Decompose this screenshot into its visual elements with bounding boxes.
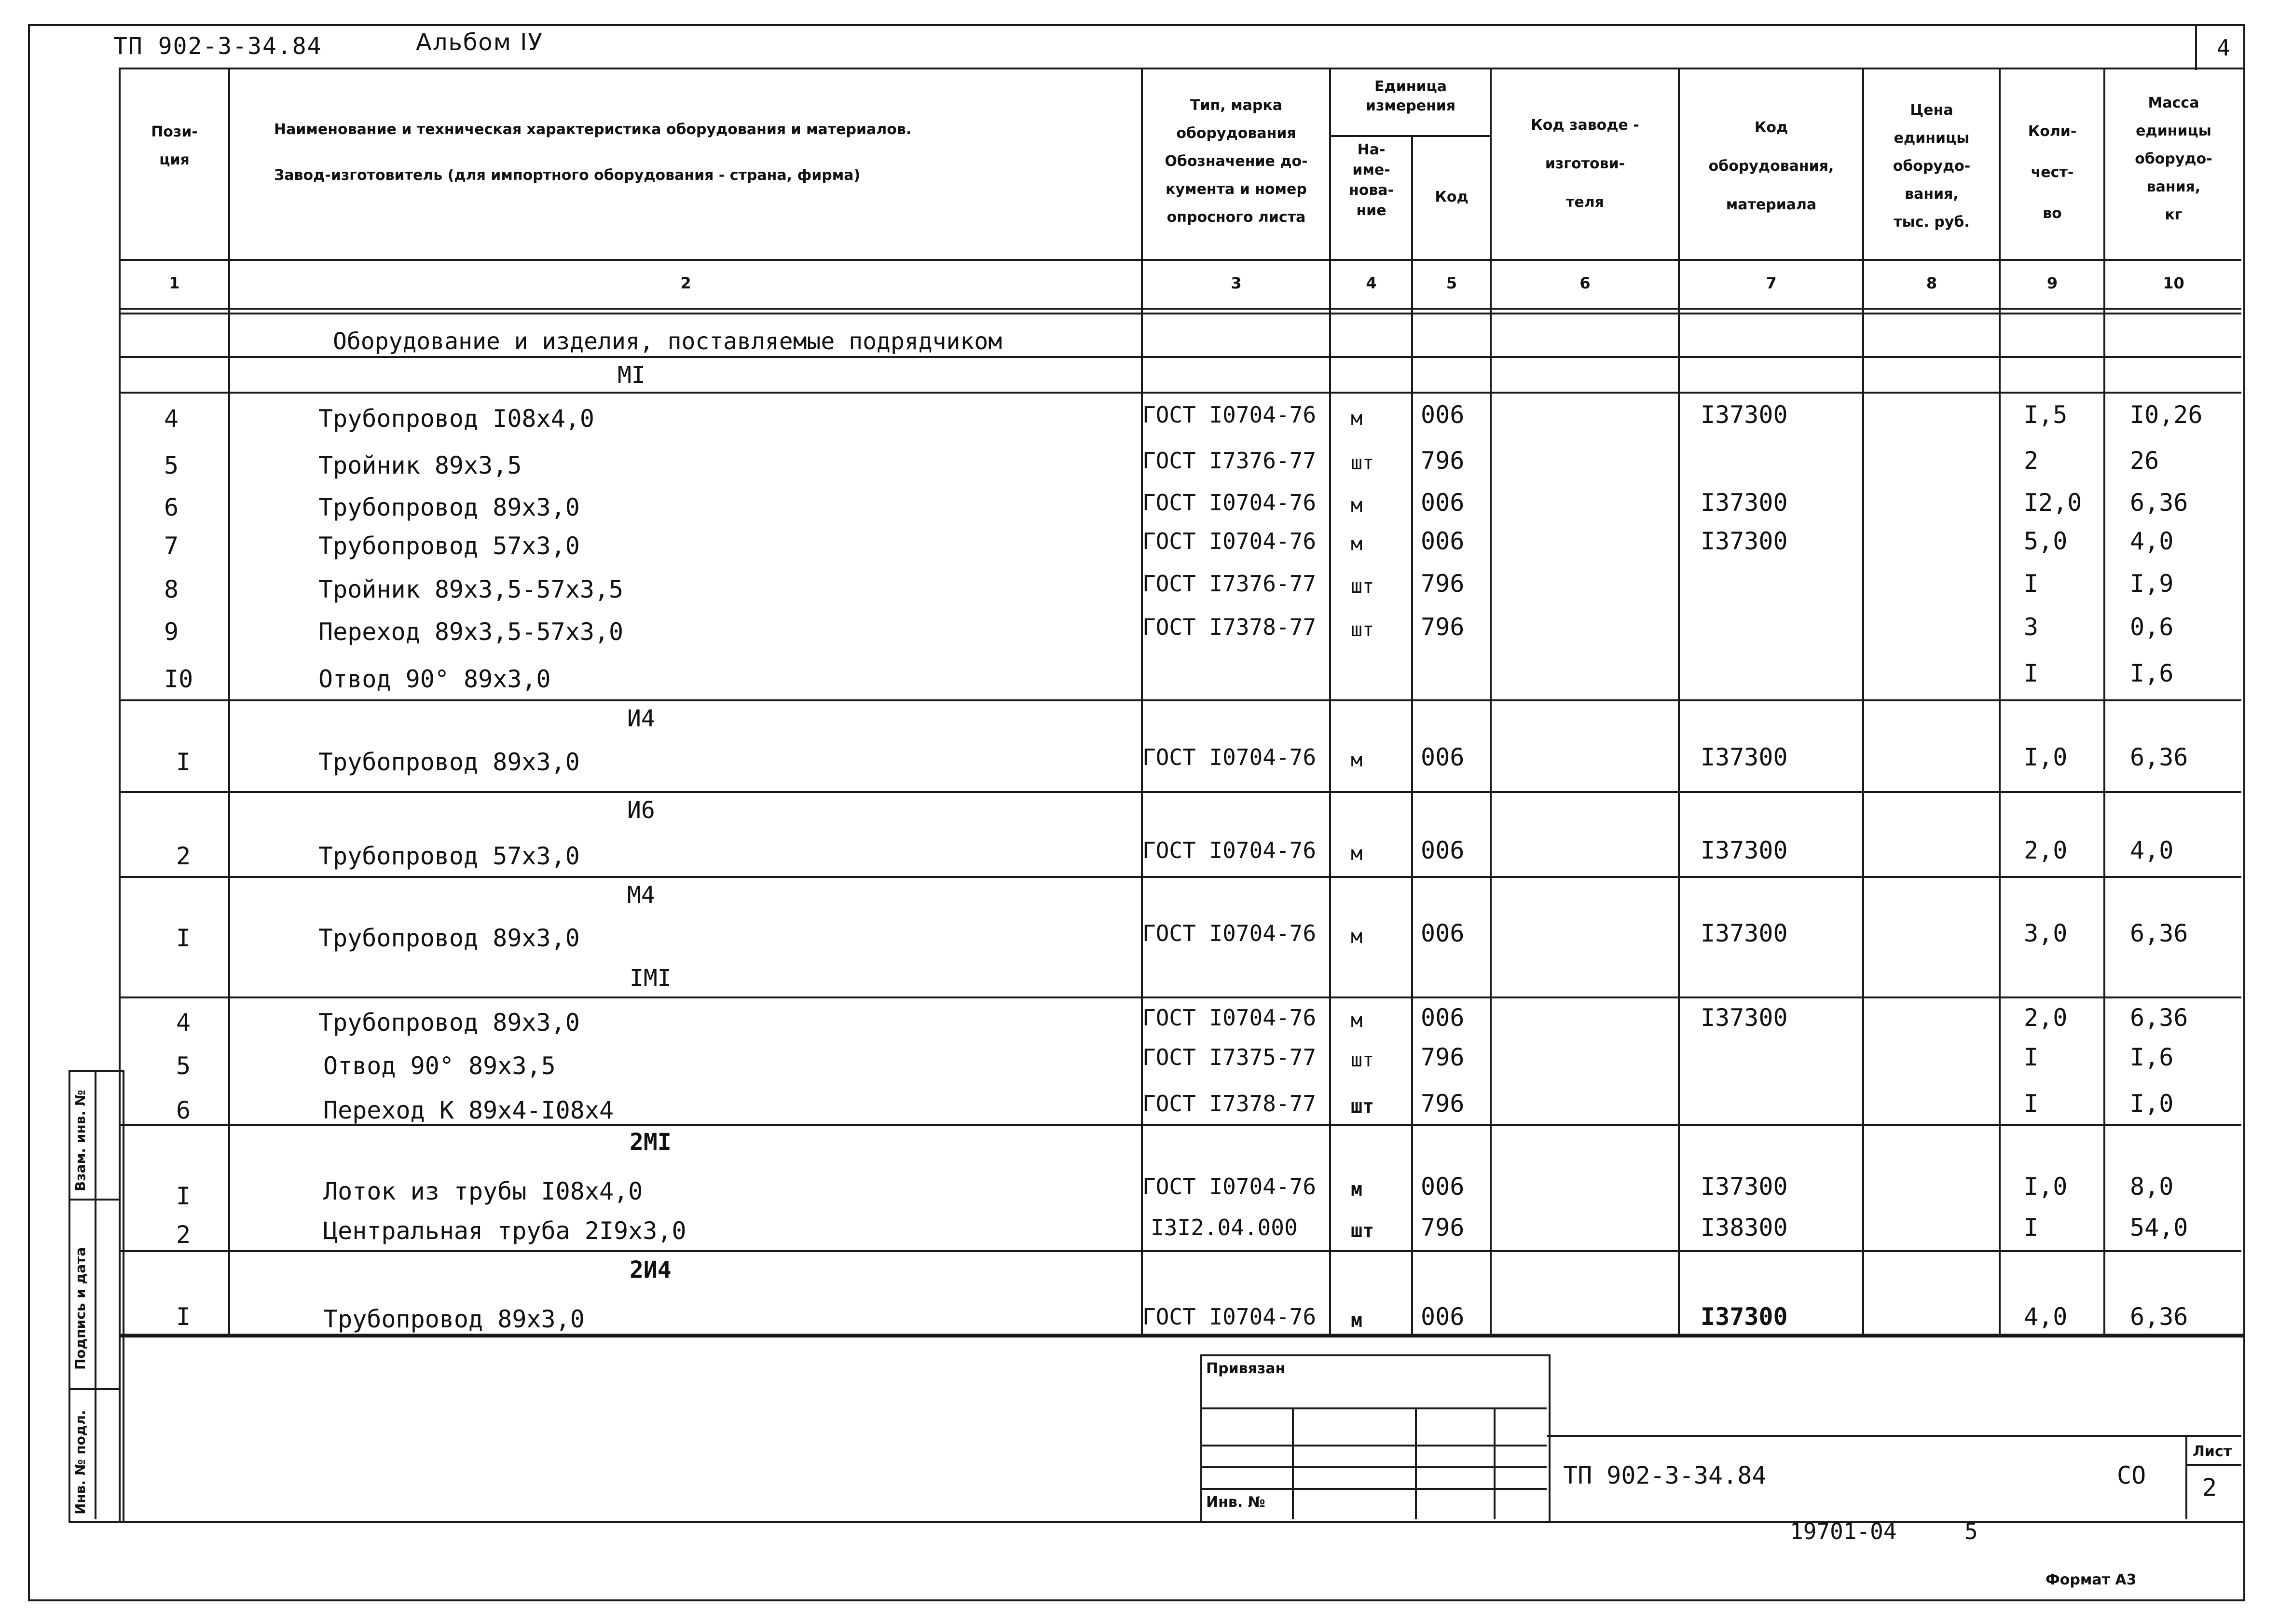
colnum-3: 3 [1231, 274, 1242, 292]
header-name-1: Наименование и техническая характеристика оборудования и материалов. [274, 121, 912, 138]
row-pos: 4 [164, 405, 179, 433]
page-corner-number: 4 [2217, 35, 2230, 61]
row-doc: ГОСТ I0704-76 [1142, 402, 1317, 428]
row-mat: I37300 [1701, 836, 1788, 864]
row-unit: м [1351, 533, 1363, 555]
row-name: Трубопровод 89х3,0 [318, 924, 580, 952]
row-mass: 4,0 [2130, 836, 2174, 864]
row-doc: ГОСТ I0704-76 [1142, 920, 1317, 946]
row-code: 796 [1421, 447, 1465, 475]
row-qty: I,5 [2024, 401, 2068, 429]
row-unit: м [1351, 494, 1363, 517]
row-doc: ГОСТ I0704-76 [1142, 1174, 1317, 1200]
row-qty: I,0 [2024, 1173, 2068, 1201]
list-divider [2185, 1435, 2187, 1519]
row-mass: 26 [2130, 447, 2159, 475]
list-sep [2185, 1464, 2241, 1466]
row-qty: 2,0 [2024, 836, 2068, 864]
header-factory: Код заводе - изготови- теля [1531, 117, 1639, 211]
row-sep [119, 876, 2241, 878]
row-code: 006 [1421, 401, 1465, 429]
row-sep [119, 356, 2241, 358]
archive-number: 19701-04 [1790, 1518, 1897, 1544]
row-unit: м [1351, 926, 1363, 948]
section-title: Оборудование и изделия, поставляемые подрядчиком [333, 328, 1002, 355]
row-doc: ГОСТ I0704-76 [1142, 490, 1317, 516]
row-code: 006 [1421, 919, 1465, 947]
row-unit: шт [1351, 1220, 1374, 1242]
row-mass: 0,6 [2130, 613, 2174, 641]
row-pos: 6 [164, 493, 179, 521]
row-qty: I,0 [2024, 743, 2068, 771]
privyazan-col2 [1415, 1407, 1417, 1519]
row-pos: 4 [176, 1009, 191, 1037]
row-name: Трубопровод 57х3,0 [318, 842, 580, 870]
row-mass: 8,0 [2130, 1173, 2174, 1201]
row-pos: 7 [164, 532, 179, 560]
row-doc: ГОСТ I7378-77 [1142, 1091, 1317, 1117]
corner-divider [2195, 24, 2197, 70]
side-stamp-sep1 [69, 1199, 121, 1201]
row-doc: ГОСТ I0704-76 [1142, 528, 1317, 554]
row-mass: 6,36 [2130, 1004, 2188, 1032]
row-doc: ГОСТ I7376-77 [1142, 448, 1317, 474]
row-pos: I [176, 748, 191, 776]
row-qty: 4,0 [2024, 1303, 2068, 1331]
list-number: 2 [2202, 1474, 2217, 1501]
row-name: Отвод 90° 89х3,5 [323, 1052, 556, 1080]
album-label: Альбом IУ [416, 29, 543, 56]
row-name: Отвод 90° 89х3,0 [318, 665, 551, 693]
row-unit: м [1351, 408, 1363, 430]
format-label: Формат А3 [2046, 1571, 2137, 1588]
row-code: 006 [1421, 1004, 1465, 1032]
section-m4: М4 [627, 882, 655, 909]
row-mat: I37300 [1701, 401, 1788, 429]
row-mat: I38300 [1701, 1214, 1788, 1242]
privyazan-col1 [1292, 1407, 1294, 1519]
title-block-top [1547, 1435, 2241, 1437]
row-mass: 6,36 [2130, 743, 2188, 771]
col-line-4 [1411, 135, 1413, 1334]
body-top-line [119, 313, 2241, 314]
row-code: 006 [1421, 1303, 1465, 1331]
header-name-2: Завод-изготовитель (для импортного оборудования - страна, фирма) [274, 167, 861, 184]
row-doc: ГОСТ I0704-76 [1142, 1005, 1317, 1031]
row-sep [119, 392, 2241, 394]
section-i4: И4 [627, 705, 655, 732]
row-pos: 5 [176, 1052, 191, 1080]
row-name: Тройник 89х3,5-57х3,5 [318, 575, 624, 603]
row-sep [119, 791, 2241, 793]
colnum-bottom-line [119, 308, 2241, 310]
row-doc: ГОСТ I7378-77 [1142, 614, 1317, 640]
row-sep [119, 699, 2241, 701]
section-m1: МI [618, 362, 645, 389]
row-name: Трубопровод 89х3,0 [318, 748, 580, 776]
row-unit: шт [1351, 619, 1374, 641]
row-mat: I37300 [1701, 527, 1788, 555]
privyazan-col3 [1494, 1407, 1496, 1519]
header-unit: Единица измерения [1365, 78, 1456, 114]
row-name: Трубопровод I08х4,0 [318, 405, 594, 433]
privyazan-label: Привязан [1206, 1360, 1286, 1377]
row-unit: м [1351, 843, 1363, 865]
lower-frame [119, 1334, 2245, 1523]
row-mass: 6,36 [2130, 489, 2188, 517]
list-label: Лист [2193, 1443, 2232, 1460]
row-pos: 2 [176, 1221, 191, 1249]
row-name: Трубопровод 89х3,0 [318, 1009, 580, 1037]
row-unit: м [1351, 1310, 1363, 1332]
row-unit: шт [1351, 452, 1374, 474]
row-mat: I37300 [1701, 1004, 1788, 1032]
row-name: Тройник 89х3,5 [318, 451, 522, 479]
row-sep [119, 996, 2241, 998]
row-code: 006 [1421, 743, 1465, 771]
row-mass: I,0 [2130, 1090, 2174, 1118]
row-mass: I,9 [2130, 570, 2174, 598]
row-unit: шт [1351, 1095, 1374, 1118]
colnum-10: 10 [2163, 274, 2184, 292]
row-name: Центральная труба 2I9х3,0 [323, 1217, 686, 1245]
header-equip-code: Код оборудования, материала [1708, 119, 1834, 213]
row-unit: шт [1351, 1049, 1374, 1071]
row-pos: I [176, 924, 191, 952]
header-pos: Пози- ция [151, 123, 198, 168]
row-code: 796 [1421, 1214, 1465, 1242]
main-table [119, 68, 2245, 1337]
row-code: 006 [1421, 527, 1465, 555]
title-doc-code: ТП 902-3-34.84 [1563, 1461, 1767, 1489]
title-mark: СО [2117, 1461, 2146, 1489]
row-mass: 6,36 [2130, 1303, 2188, 1331]
row-pos: I [176, 1303, 191, 1331]
row-qty: 2,0 [2024, 1004, 2068, 1032]
row-name: Переход 89х3,5-57х3,0 [318, 618, 624, 646]
row-doc: ГОСТ I0704-76 [1142, 837, 1317, 863]
header-unit-code: Код [1435, 189, 1469, 205]
row-qty: I2,0 [2024, 489, 2082, 517]
row-code: 006 [1421, 1173, 1465, 1201]
row-pos: I [176, 1182, 191, 1210]
row-mass: I,6 [2130, 659, 2174, 687]
row-qty: 5,0 [2024, 527, 2068, 555]
row-doc: I3I2.04.000 [1151, 1215, 1298, 1241]
header-mass: Масса единицы оборудо- вания, кг [2135, 95, 2212, 223]
row-qty: 2 [2024, 447, 2039, 475]
row-pos: I0 [164, 665, 193, 693]
row-mass: 6,36 [2130, 919, 2188, 947]
row-pos: 6 [176, 1096, 191, 1124]
row-mass: I0,26 [2130, 401, 2203, 429]
doc-code-top: ТП 902-3-34.84 [113, 33, 322, 60]
header-price: Цена единицы оборудо- вания, тыс. руб. [1893, 102, 1971, 231]
row-name: Трубопровод 57х3,0 [318, 532, 580, 560]
row-qty: 3,0 [2024, 919, 2068, 947]
row-mat: I37300 [1701, 743, 1788, 771]
colnum-4: 4 [1366, 274, 1377, 292]
side-inv: Инв. № подл. [72, 1410, 88, 1515]
row-qty: I [2024, 1043, 2039, 1071]
colnum-2: 2 [680, 274, 691, 292]
row-pos: 2 [176, 842, 191, 870]
row-code: 796 [1421, 1090, 1465, 1118]
row-pos: 9 [164, 618, 179, 646]
row-mat: I37300 [1701, 919, 1788, 947]
colnum-9: 9 [2046, 274, 2058, 292]
header-qty: Коли- чест- во [2028, 123, 2077, 222]
colnum-5: 5 [1446, 274, 1457, 292]
unit-sub-line [1329, 135, 1490, 137]
row-unit: шт [1351, 575, 1374, 598]
header-unit-name: На- име- нова- ние [1348, 141, 1394, 219]
side-stamp-sep2 [69, 1388, 121, 1390]
section-2i4: 2И4 [630, 1256, 672, 1283]
row-code: 006 [1421, 489, 1465, 517]
row-doc: ГОСТ I0704-76 [1142, 744, 1317, 770]
row-code: 006 [1421, 836, 1465, 864]
colnum-8: 8 [1926, 274, 1937, 292]
row-mass: 54,0 [2130, 1214, 2188, 1242]
row-mat: I37300 [1701, 1303, 1788, 1331]
row-code: 796 [1421, 570, 1465, 598]
side-podpis: Подпись и дата [72, 1247, 88, 1370]
side-vzam: Взам. инв. № [72, 1090, 88, 1191]
section-i6: И6 [627, 797, 655, 824]
row-qty: 3 [2024, 613, 2039, 641]
header-bottom-line [119, 259, 2241, 261]
side-stamp-divider [95, 1070, 96, 1519]
row-code: 796 [1421, 613, 1465, 641]
row-unit: м [1351, 1010, 1363, 1032]
row-qty: I [2024, 659, 2039, 687]
colnum-1: 1 [169, 274, 180, 292]
row-code: 796 [1421, 1043, 1465, 1071]
row-sep [119, 1250, 2241, 1252]
row-doc: ГОСТ I0704-76 [1142, 1304, 1317, 1330]
row-unit: м [1351, 749, 1363, 771]
row-name: Трубопровод 89х3,0 [318, 493, 580, 521]
row-qty: I [2024, 570, 2039, 598]
row-name: Переход К 89х4-I08х4 [323, 1096, 614, 1124]
row-mat: I37300 [1701, 1173, 1788, 1201]
row-name: Трубопровод 89х3,0 [323, 1305, 585, 1333]
colnum-7: 7 [1766, 274, 1777, 292]
header-type: Тип, марка оборудования Обозначение до- кумента и номер опросного листа [1165, 97, 1308, 226]
row-qty: I [2024, 1090, 2039, 1118]
row-doc: ГОСТ I7375-77 [1142, 1044, 1317, 1070]
section-2m1: 2МI [630, 1129, 672, 1156]
row-mat: I37300 [1701, 489, 1788, 517]
row-pos: 8 [164, 575, 179, 603]
row-unit: м [1351, 1178, 1363, 1201]
row-mass: 4,0 [2130, 527, 2174, 555]
row-qty: I [2024, 1214, 2039, 1242]
row-doc: ГОСТ I7376-77 [1142, 571, 1317, 597]
colnum-6: 6 [1579, 274, 1591, 292]
row-mass: I,6 [2130, 1043, 2174, 1071]
inv-no-label: Инв. № [1206, 1494, 1265, 1511]
bottom-page-number: 5 [1964, 1518, 1978, 1544]
section-1m1: IМI [630, 965, 672, 992]
row-name: Лоток из трубы I08х4,0 [323, 1177, 643, 1205]
row-pos: 5 [164, 451, 179, 479]
